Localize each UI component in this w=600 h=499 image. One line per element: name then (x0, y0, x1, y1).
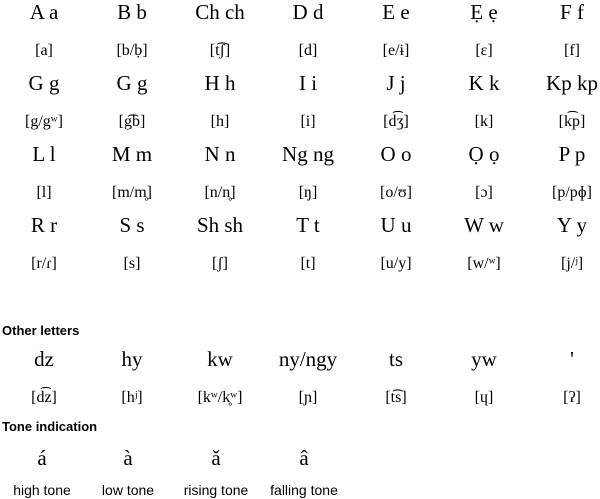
alphabet-cell (264, 211, 352, 275)
ipa-transcription: [m/m̥] (112, 184, 152, 201)
letter: I i (298, 71, 318, 95)
letter: Sh sh (196, 213, 244, 237)
ipa-transcription: [kʷ/k̥ʷ] (197, 389, 243, 406)
alphabet-cell (440, 69, 528, 133)
other-letter-cell (528, 345, 600, 409)
letter: K k (468, 71, 500, 95)
alphabet-cell (528, 69, 600, 133)
letter: M m (111, 142, 153, 166)
ipa-transcription: [s] (123, 255, 141, 272)
alphabet-cell (352, 140, 440, 204)
ipa-transcription: [j/ʲ] (560, 255, 584, 272)
tone-mark: á (37, 446, 47, 470)
ipa-transcription: [t͡s] (385, 389, 407, 406)
tone-label: falling tone (270, 482, 338, 498)
ipa-transcription: [k] (474, 113, 494, 130)
alphabet-cell (264, 0, 352, 62)
other-letter-cell (0, 345, 88, 409)
ipa-transcription: [g/gʷ] (25, 113, 63, 130)
letter: A a (29, 0, 59, 24)
letter: yw (471, 347, 497, 371)
alphabet-cell (528, 211, 600, 275)
letter: kw (207, 347, 233, 371)
alphabet-cell (352, 211, 440, 275)
letter: N n (204, 142, 236, 166)
ipa-transcription: [d͡z] (31, 389, 57, 406)
ipa-transcription: [l] (36, 184, 52, 201)
ipa-transcription: [ɛ] (475, 42, 493, 59)
letter: W w (464, 213, 504, 237)
ipa-transcription: [h] (210, 113, 230, 130)
tone-cell (84, 445, 172, 499)
other-letter-cell (352, 345, 440, 409)
alphabet-cell (264, 69, 352, 133)
alphabet-cell (88, 0, 176, 62)
ipa-transcription: [r/ɾ] (31, 255, 57, 272)
other-letter-cell (88, 345, 176, 409)
alphabet-cell (88, 69, 176, 133)
ipa-transcription: [u/y] (380, 255, 412, 272)
ipa-transcription: [g͡b] (118, 113, 146, 130)
alphabet-cell (440, 140, 528, 204)
other-letter-cell (176, 345, 264, 409)
alphabet-cell (0, 69, 88, 133)
letter: B b (117, 0, 147, 24)
ipa-transcription: [t] (300, 255, 316, 272)
alphabet-cell (264, 140, 352, 204)
letter: R r (30, 213, 58, 237)
alphabet-cell (0, 211, 88, 275)
alphabet-cell (176, 140, 264, 204)
other-letters-grid (0, 345, 600, 409)
tone-cell (260, 445, 348, 499)
letter: L l (32, 142, 56, 166)
tone-mark: à (123, 446, 133, 470)
tone-cell (172, 445, 260, 499)
ipa-transcription: [ɔ] (475, 184, 493, 201)
ipa-transcription: [p/pɸ] (552, 184, 592, 201)
ipa-transcription: [e/ɨ] (382, 42, 410, 59)
letter: G g (28, 71, 60, 95)
ipa-transcription: [w/ʷ] (467, 255, 501, 272)
other-letters-heading: Other letters (2, 323, 80, 338)
tone-mark: â (299, 446, 309, 470)
ipa-transcription: [a] (35, 42, 53, 59)
alphabet-cell (352, 69, 440, 133)
ipa-transcription: [i] (300, 113, 316, 130)
ipa-transcription: [k͡p] (558, 113, 586, 130)
ipa-transcription: [b/ḅ] (116, 42, 148, 59)
ipa-transcription: [o/ʊ] (380, 184, 412, 201)
tone-label: rising tone (183, 482, 249, 498)
ipa-transcription: [d͡ʒ] (383, 113, 409, 130)
alphabet-cell (528, 0, 600, 62)
letter: O o (380, 142, 412, 166)
alphabet-cell (528, 140, 600, 204)
letter: Ẹ ẹ (470, 0, 498, 24)
alphabet-cell (440, 0, 528, 62)
letter: ts (388, 347, 403, 371)
letter: P p (558, 142, 586, 166)
letter: dz (34, 347, 54, 371)
alphabet-cell (176, 0, 264, 62)
letter: D d (292, 0, 324, 24)
ipa-transcription: [ɥ] (474, 389, 494, 406)
letter: F f (560, 0, 584, 24)
letter: U u (380, 213, 412, 237)
alphabet-cell (176, 69, 264, 133)
letter: E e (382, 0, 410, 24)
letter: Ng ng (282, 142, 334, 166)
ipa-transcription: [f] (564, 42, 580, 59)
alphabet-cell (176, 211, 264, 275)
letter: Kp kp (546, 71, 598, 95)
alphabet-cell (352, 0, 440, 62)
alphabet-cell (88, 140, 176, 204)
alphabet-cell (88, 211, 176, 275)
letter: J j (386, 71, 406, 95)
alphabet-cell (440, 211, 528, 275)
letter: ' (570, 347, 574, 371)
letter: Y y (556, 213, 588, 237)
tone-label: high tone (13, 482, 71, 498)
letter: H h (204, 71, 236, 95)
letter: Ọ ọ (468, 142, 500, 166)
tone-cell (0, 445, 84, 499)
ipa-transcription: [ɲ] (298, 389, 318, 406)
ipa-transcription: [ʃ] (212, 255, 228, 272)
letter: T t (296, 213, 320, 237)
tone-label: low tone (101, 482, 155, 498)
letter: S s (119, 213, 145, 237)
other-letter-cell (440, 345, 528, 409)
letter: ny/ngy (278, 347, 338, 371)
tone-mark: ǎ (211, 446, 221, 470)
letter: Ch ch (195, 0, 245, 24)
ipa-transcription: [hʲ] (121, 389, 143, 406)
ipa-transcription: [d] (298, 42, 318, 59)
letter: G g (116, 71, 148, 95)
ipa-transcription: [ʔ] (563, 389, 581, 406)
alphabet-cell (0, 0, 88, 62)
ipa-transcription: [t͡ʃ] (209, 42, 231, 59)
tone-indication-grid (0, 445, 348, 499)
ipa-transcription: [ŋ] (298, 184, 318, 201)
alphabet-cell (0, 140, 88, 204)
tone-indication-heading: Tone indication (2, 419, 98, 434)
other-letter-cell (264, 345, 352, 409)
ipa-transcription: [n/n̥] (204, 184, 236, 201)
letter: hy (121, 347, 143, 371)
